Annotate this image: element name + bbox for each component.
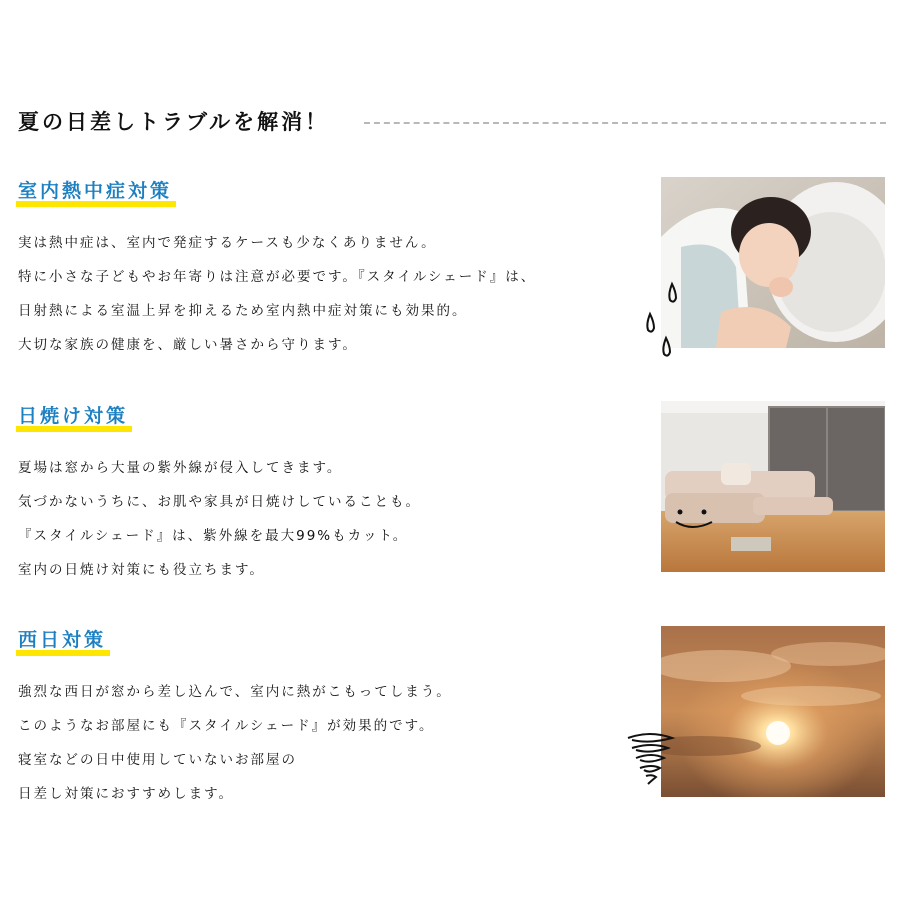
section-body [18,675,618,811]
section-body [18,226,618,362]
section-heading [18,176,172,207]
sweat-drops-icon [638,280,682,360]
body-line: 日射熱による室温上昇を抑えるため室内熱中症対策にも効果的。 [18,303,468,319]
section-heading-text: 日焼け対策 [18,405,129,427]
sofa-face-icon [668,504,734,532]
section-heading [18,401,128,432]
body-line: 気づかないうちに、お肌や家具が日焼けしていることも。 [18,494,421,510]
section-heading-text: 西日対策 [18,629,107,651]
body-line: 大切な家族の健康を、厳しい暑さから守ります。 [18,337,358,353]
body-line: 特に小さな子どもやお年寄りは注意が必要です。『スタイルシェード』は、 [18,269,537,285]
body-line: 寝室などの日中使用していないお部屋の [18,752,297,768]
section-body [18,451,618,587]
section-heading [18,625,106,656]
body-line: 強烈な西日が窓から差し込んで、室内に熱がこもってしまう。 [18,684,452,700]
living-room-photo [661,401,885,572]
sleeping-child-photo [661,177,885,348]
body-line: このようなお部屋にも『スタイルシェード』が効果的です。 [18,718,435,734]
body-line: 日差し対策におすすめします。 [18,786,235,802]
section-heading-text: 室内熱中症対策 [18,180,173,202]
body-line: 夏場は窓から大量の紫外線が侵入してきます。 [18,460,343,476]
title-divider [364,122,886,124]
heat-swirl-icon [624,730,676,788]
sunset-photo [661,626,885,797]
body-line: 室内の日焼け対策にも役立ちます。 [18,562,265,578]
body-line: 『スタイルシェード』は、紫外線を最大99%もカット。 [18,528,409,544]
page-title: 夏の日差しトラブルを解消！ [18,110,330,134]
body-line: 実は熱中症は、室内で発症するケースも少なくありません。 [18,235,437,251]
